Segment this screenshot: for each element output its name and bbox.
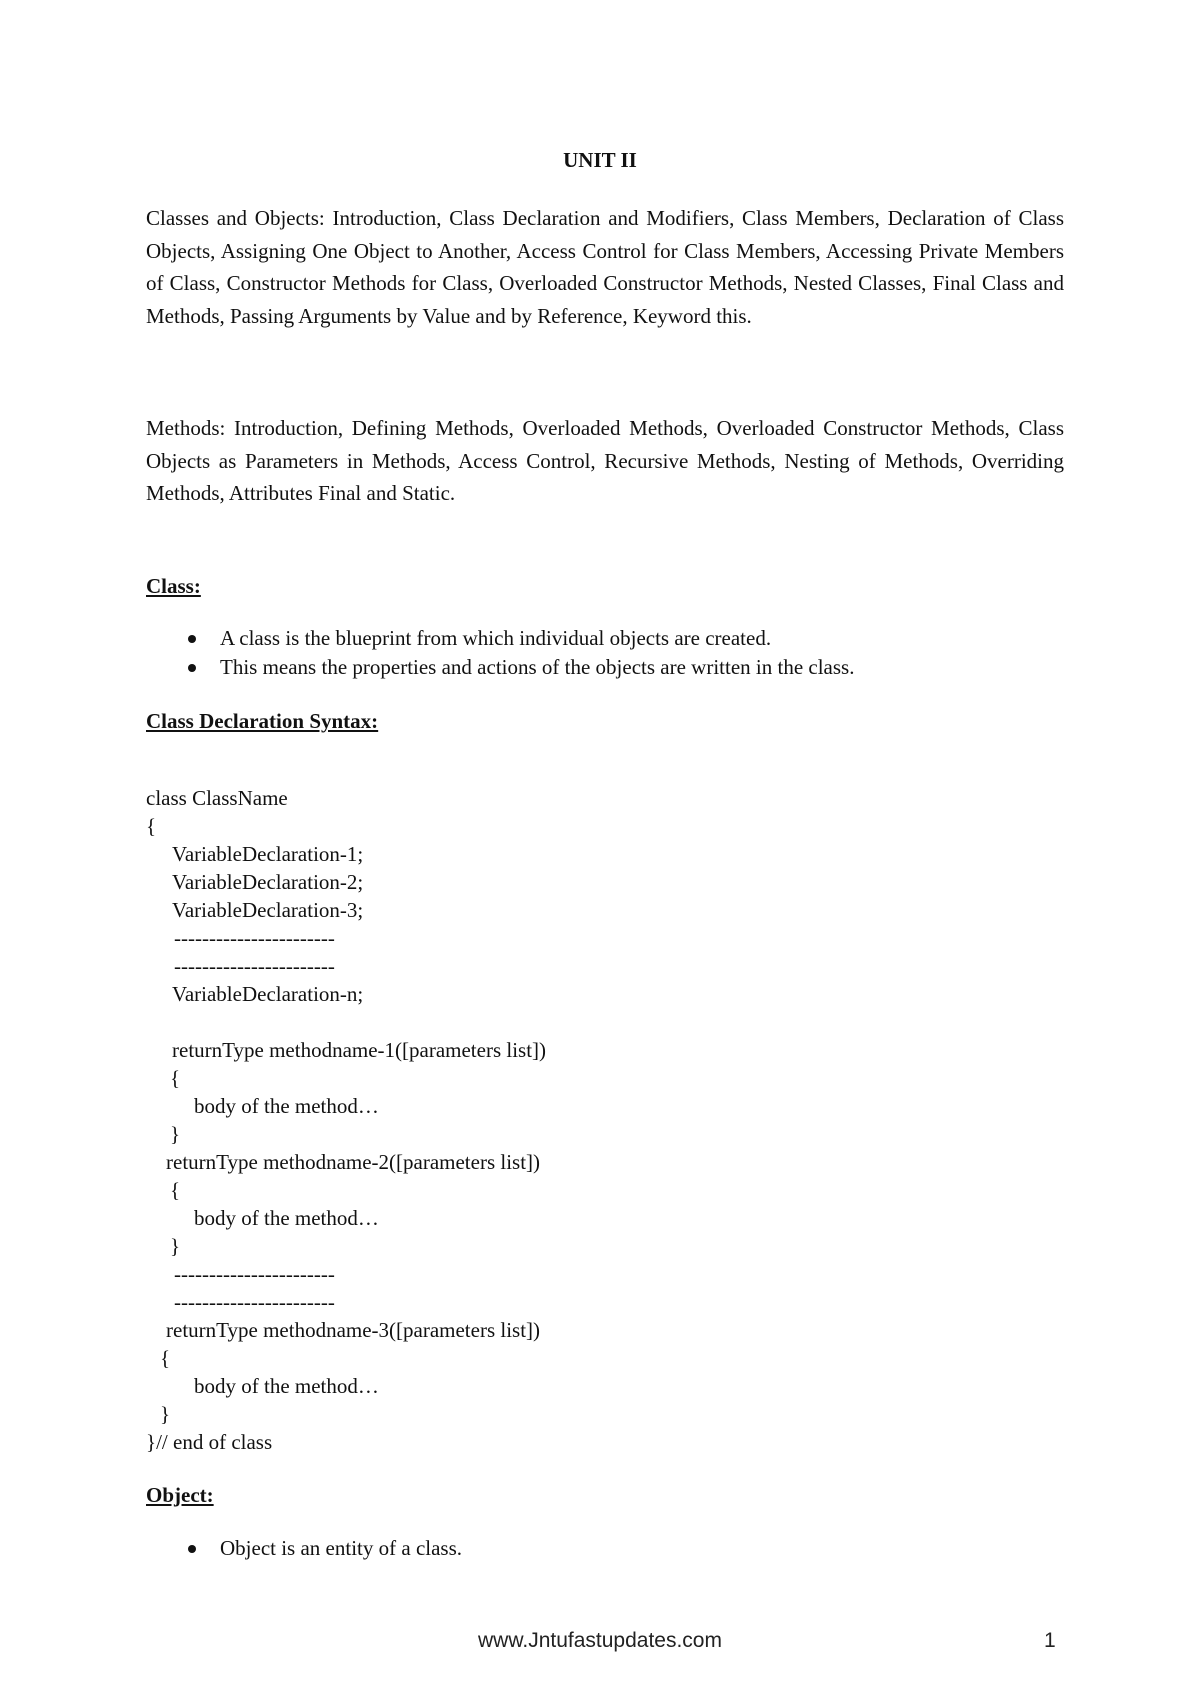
code-line: { (170, 1178, 181, 1202)
bullet-text: A class is the blueprint from which individual objects are created. (220, 626, 772, 650)
syntax-heading: Class Declaration Syntax: (146, 709, 379, 733)
code-line: } (170, 1122, 181, 1146)
code-line: returnType methodname-2([parameters list]) (166, 1150, 541, 1174)
code-line: returnType methodname-3([parameters list]) (166, 1318, 541, 1342)
bullet-text: This means the properties and actions of the objects are written in the class. (220, 655, 855, 679)
code-line: ----------------------- (174, 1262, 335, 1286)
bullet-icon (188, 635, 196, 643)
code-line: body of the method… (194, 1094, 379, 1118)
footer-url: www.Jntufastupdates.com (478, 1629, 722, 1652)
code-line: { (146, 814, 157, 838)
code-line: } (170, 1234, 181, 1258)
object-bullet-list (146, 1534, 462, 1563)
page-title: UNIT II (563, 148, 637, 172)
syllabus-methods-paragraph: Methods: Introduction, Defining Methods, Overloaded Methods, Overloaded Constructor Methods, Class Objects as Parameters in Methods, Access Control, Recursive Methods, Nesting of Methods, Overriding Methods, Attributes Final and Static. (146, 416, 1064, 505)
code-line: ----------------------- (174, 926, 335, 950)
object-heading: Object: (146, 1483, 214, 1507)
code-line: class ClassName (146, 786, 288, 810)
page-number: 1 (1044, 1629, 1056, 1652)
code-line: body of the method… (194, 1374, 379, 1398)
bullet-icon (188, 1545, 196, 1553)
code-line: VariableDeclaration-1; (172, 842, 364, 866)
list-item (146, 1534, 462, 1563)
code-line: { (170, 1066, 181, 1090)
code-line: body of the method… (194, 1206, 379, 1230)
code-line: ----------------------- (174, 1290, 335, 1314)
list-item (146, 624, 854, 653)
code-line: }// end of class (146, 1430, 273, 1454)
class-bullet-list (146, 624, 854, 682)
code-line: ----------------------- (174, 954, 335, 978)
code-line: VariableDeclaration-2; (172, 870, 364, 894)
bullet-icon (188, 664, 196, 672)
list-item (146, 653, 854, 682)
syllabus-classes-paragraph: Classes and Objects: Introduction, Class Declaration and Modifiers, Class Members, Declaration of Class Objects, Assigning One Object to Another, Access Control for Class Members, Accessing Private Members of Class, Constructor Methods for Class, Overloaded Constructor Methods, Nested Classes, Final Class and Methods, Passing Arguments by Value and by Reference, Keyword this. (146, 206, 1064, 328)
code-line: { (160, 1346, 171, 1370)
code-line: VariableDeclaration-3; (172, 898, 364, 922)
code-line: } (160, 1402, 171, 1426)
class-heading: Class: (146, 574, 201, 598)
code-line: VariableDeclaration-n; (172, 982, 364, 1006)
code-line: returnType methodname-1([parameters list]) (172, 1038, 547, 1062)
bullet-text: Object is an entity of a class. (220, 1536, 463, 1560)
